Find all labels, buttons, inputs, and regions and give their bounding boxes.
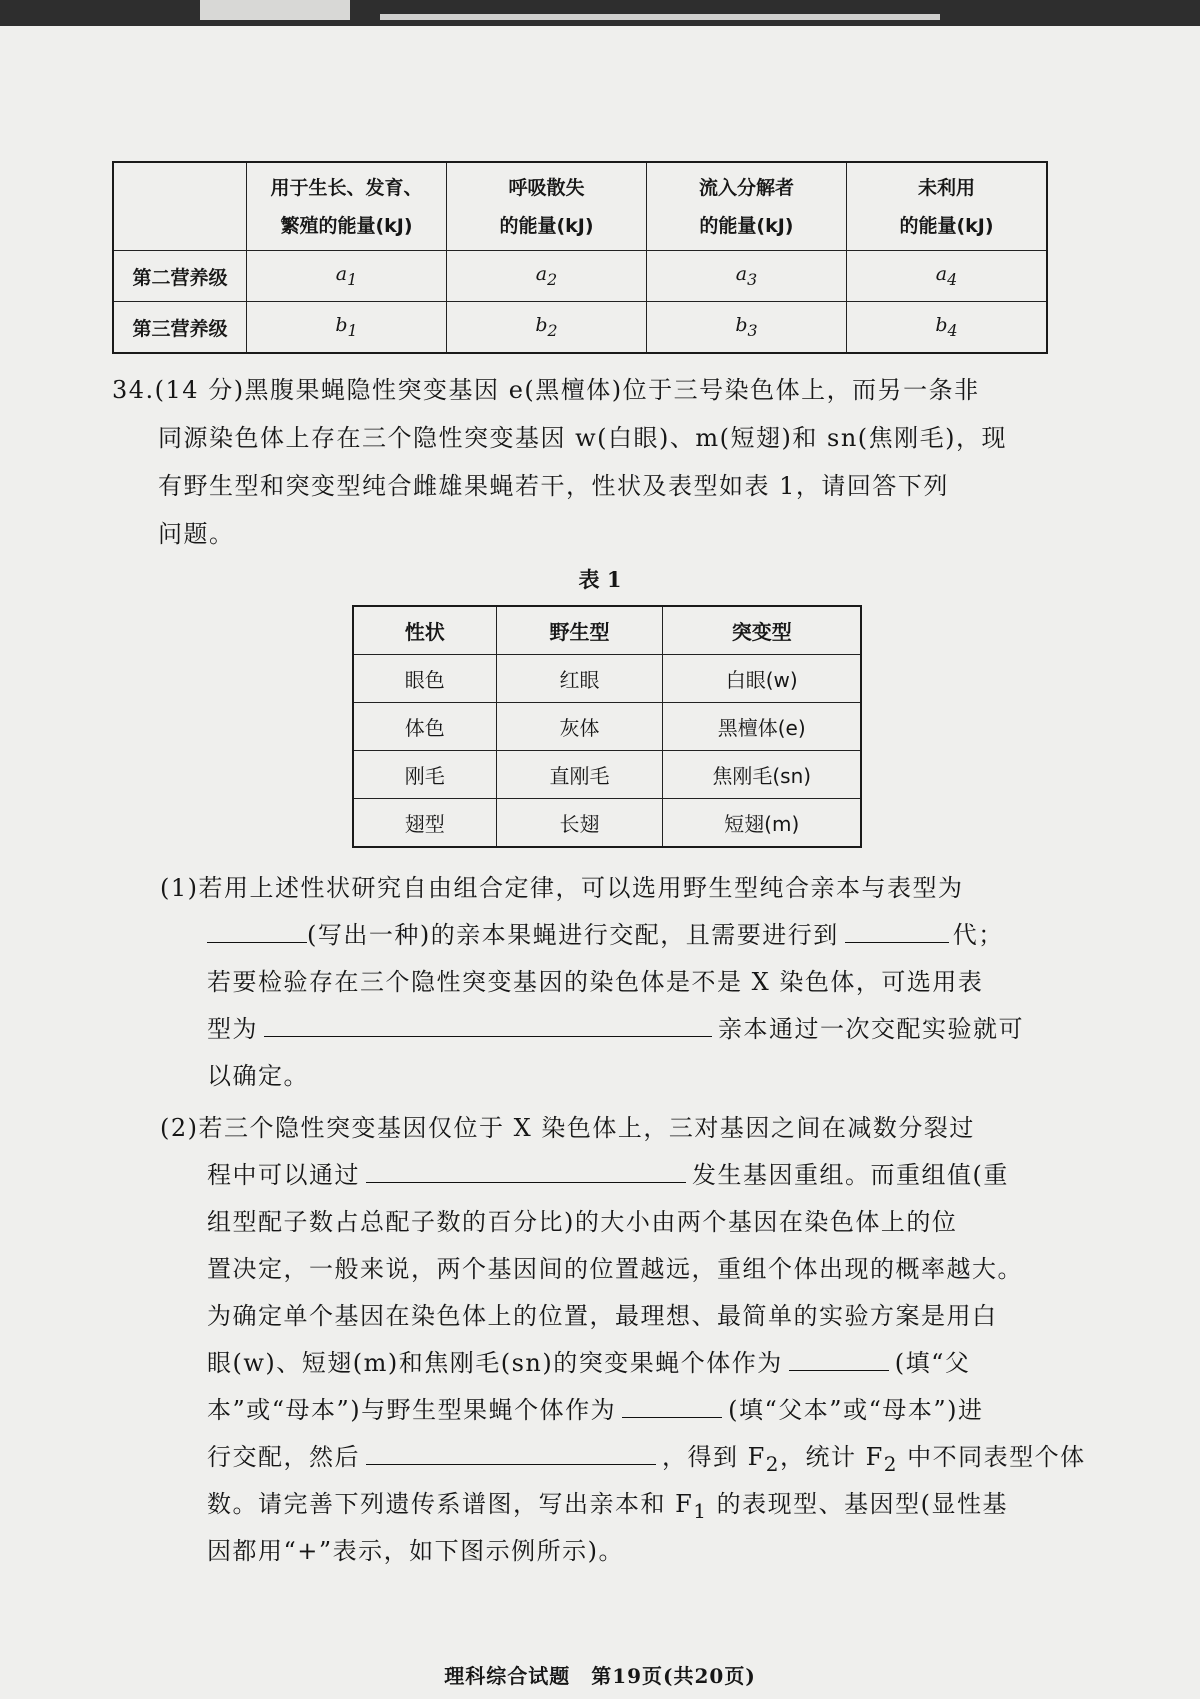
energy-header-respiration: 呼吸散失 的能量(kJ) — [446, 162, 646, 251]
part2-line-3: 组型配子数占总配子数的百分比)的大小由两个基因在染色体上的位 — [207, 1208, 958, 1236]
answer-blank[interactable] — [366, 1442, 656, 1465]
part1-line-2: (写出一种)的亲本果蝇进行交配，且需要进行到 代； — [207, 915, 1004, 950]
row-label: 第二营养级 — [113, 251, 247, 302]
answer-blank[interactable] — [366, 1160, 686, 1183]
table-row — [113, 251, 1047, 302]
table-cell: 黑檀体(e) — [663, 703, 861, 751]
answer-blank[interactable] — [207, 920, 307, 943]
table-cell: 长翅 — [496, 798, 663, 847]
table-cell: 白眼(w) — [663, 655, 861, 703]
table-row — [113, 302, 1047, 353]
table-cell: $b_4$ — [846, 302, 1047, 353]
answer-blank[interactable] — [789, 1348, 889, 1371]
q34-line-1: 34.(14 分)黑腹果蝇隐性突变基因 e(黑檀体)位于三号染色体上，而另一条非 — [112, 376, 980, 404]
table-row — [353, 655, 861, 703]
table-cell: $b_2$ — [446, 302, 646, 353]
row-label: 第三营养级 — [113, 302, 247, 353]
part2-line-4: 置决定，一般来说，两个基因间的位置越远，重组个体出现的概率越大。 — [207, 1255, 1023, 1283]
part2-line-9: 数。请完善下列遗传系谱图，写出亲本和 $F_1$ 的表现型、基因型(显性基 — [207, 1490, 1009, 1523]
part2-line-8: 行交配，然后 ，得到 $F_2$，统计 $F_2$ 中不同表型个体 — [207, 1443, 1086, 1476]
table-cell: 眼色 — [353, 655, 496, 703]
table-cell: 翅型 — [353, 798, 496, 847]
table-cell: 直刚毛 — [496, 750, 663, 798]
answer-blank[interactable] — [264, 1014, 712, 1037]
q34-line-2: 同源染色体上存在三个隐性突变基因 w(白眼)、m(短翅)和 sn(焦刚毛)，现 — [158, 424, 1008, 452]
header-cell: 性状 — [353, 606, 496, 655]
energy-header-growth: 用于生长、发育、 繁殖的能量(kJ) — [247, 162, 447, 251]
table-header-row — [353, 606, 861, 655]
part2-line-6: 眼(w)、短翅(m)和焦刚毛(sn)的突变果蝇个体作为 (填“父 — [207, 1349, 971, 1377]
scan-highlight — [380, 14, 940, 20]
table-cell: $a_3$ — [646, 251, 846, 302]
table-cell: $a_4$ — [846, 251, 1047, 302]
part2-line-5: 为确定单个基因在染色体上的位置，最理想、最简单的实验方案是用白 — [207, 1302, 998, 1330]
q34-line-3: 有野生型和突变型纯合雌雄果蝇若干，性状及表型如表 1，请回答下列 — [158, 472, 949, 500]
header-cell: 野生型 — [496, 606, 663, 655]
table1-caption: 表 1 — [578, 567, 622, 592]
table-cell: 短翅(m) — [663, 798, 861, 847]
energy-header-unused: 未利用 的能量(kJ) — [846, 162, 1047, 251]
trait-table — [352, 605, 862, 848]
answer-blank[interactable] — [845, 920, 949, 943]
table-row — [353, 703, 861, 751]
table-cell: $a_2$ — [446, 251, 646, 302]
scan-top-strip — [0, 0, 1200, 26]
part2-line-1: (2)若三个隐性突变基因仅位于 X 染色体上，三对基因之间在减数分裂过 — [160, 1114, 975, 1142]
table-cell: 体色 — [353, 703, 496, 751]
part2-line-7: 本”或“母本”)与野生型果蝇个体作为 (填“父本”或“母本”)进 — [207, 1396, 984, 1424]
header-cell: 突变型 — [663, 606, 861, 655]
table-cell: 红眼 — [496, 655, 663, 703]
table-cell: 焦刚毛(sn) — [663, 750, 861, 798]
part2-line-2: 程中可以通过 发生基因重组。而重组值(重 — [207, 1161, 1009, 1189]
table-row — [353, 750, 861, 798]
energy-table-corner — [113, 162, 247, 251]
table-cell: $b_3$ — [646, 302, 846, 353]
page-footer: 理科综合试题 第19页(共20页) — [444, 1664, 756, 1688]
scan-highlight — [200, 0, 350, 20]
table-cell: $b_1$ — [247, 302, 447, 353]
energy-table — [112, 161, 1048, 354]
energy-header-decomposer: 流入分解者 的能量(kJ) — [646, 162, 846, 251]
table-cell: 刚毛 — [353, 750, 496, 798]
part1-line-3: 若要检验存在三个隐性突变基因的染色体是不是 X 染色体，可选用表 — [207, 968, 984, 996]
part2-line-10: 因都用“+”表示，如下图示例所示)。 — [207, 1537, 625, 1565]
table-cell: $a_1$ — [247, 251, 447, 302]
table-row — [353, 798, 861, 847]
part1-line-4: 型为 亲本通过一次交配实验就可 — [207, 1015, 1024, 1043]
q34-line-4: 问题。 — [158, 520, 235, 548]
answer-blank[interactable] — [622, 1395, 722, 1418]
part1-line-5: 以确定。 — [207, 1062, 309, 1090]
part1-line-1: (1)若用上述性状研究自由组合定律，可以选用野生型纯合亲本与表型为 — [160, 874, 964, 902]
table-cell: 灰体 — [496, 703, 663, 751]
